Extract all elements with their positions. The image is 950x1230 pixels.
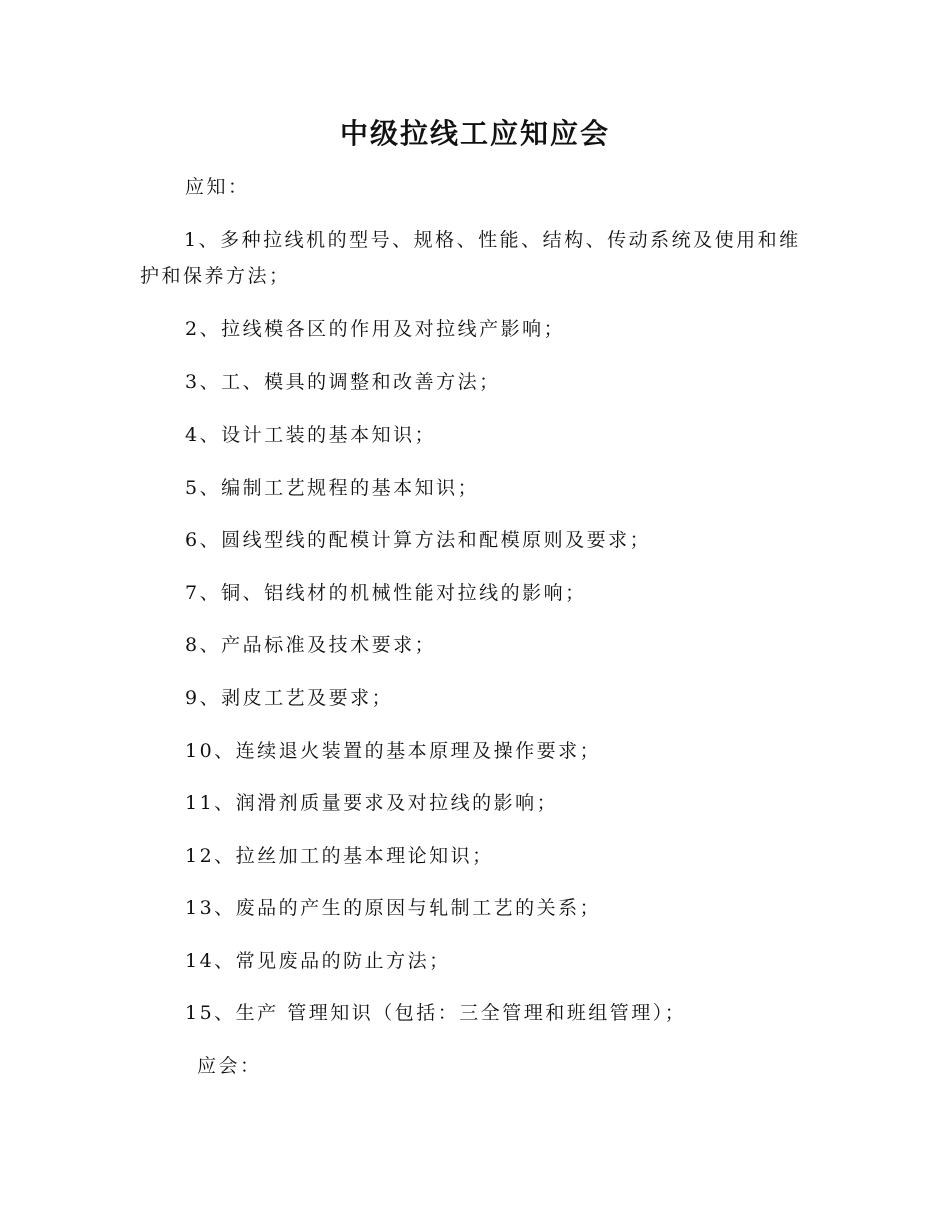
list-item: 6、圆线型线的配模计算方法和配模原则及要求； (185, 529, 652, 551)
list-item: 9、剥皮工艺及要求； (185, 687, 394, 709)
list-item: 12、拉丝加工的基本理论知识； (185, 845, 494, 867)
list-item: 4、设计工装的基本知识； (185, 424, 437, 446)
list-item: 8、产品标准及技术要求； (185, 634, 437, 656)
list-item: 2、拉线模各区的作用及对拉线产影响； (185, 318, 566, 340)
list-item: 3、工、模具的调整和改善方法； (185, 371, 501, 393)
list-item: 14、常见废品的防止方法； (185, 950, 451, 972)
section-heading-do: 应会： (197, 1055, 262, 1077)
list-item: 11、润滑剂质量要求及对拉线的影响； (185, 792, 559, 814)
list-item: 15、生产 管理知识（包括：三全管理和班组管理）； (185, 1002, 687, 1024)
document-title: 中级拉线工应知应会 (339, 117, 610, 150)
section-heading-know: 应知： (185, 176, 250, 198)
list-item: 7、铜、铝线材的机械性能对拉线的影响； (185, 582, 587, 604)
list-item: 5、编制工艺规程的基本知识； (185, 477, 480, 499)
list-item: 10、连续退火装置的基本原理及操作要求； (185, 740, 602, 762)
list-item: 1、多种拉线机的型号、规格、性能、结构、传动系统及使用和维护和保养方法； (140, 229, 801, 287)
list-item: 13、废品的产生的原因与轧制工艺的关系； (185, 897, 602, 919)
